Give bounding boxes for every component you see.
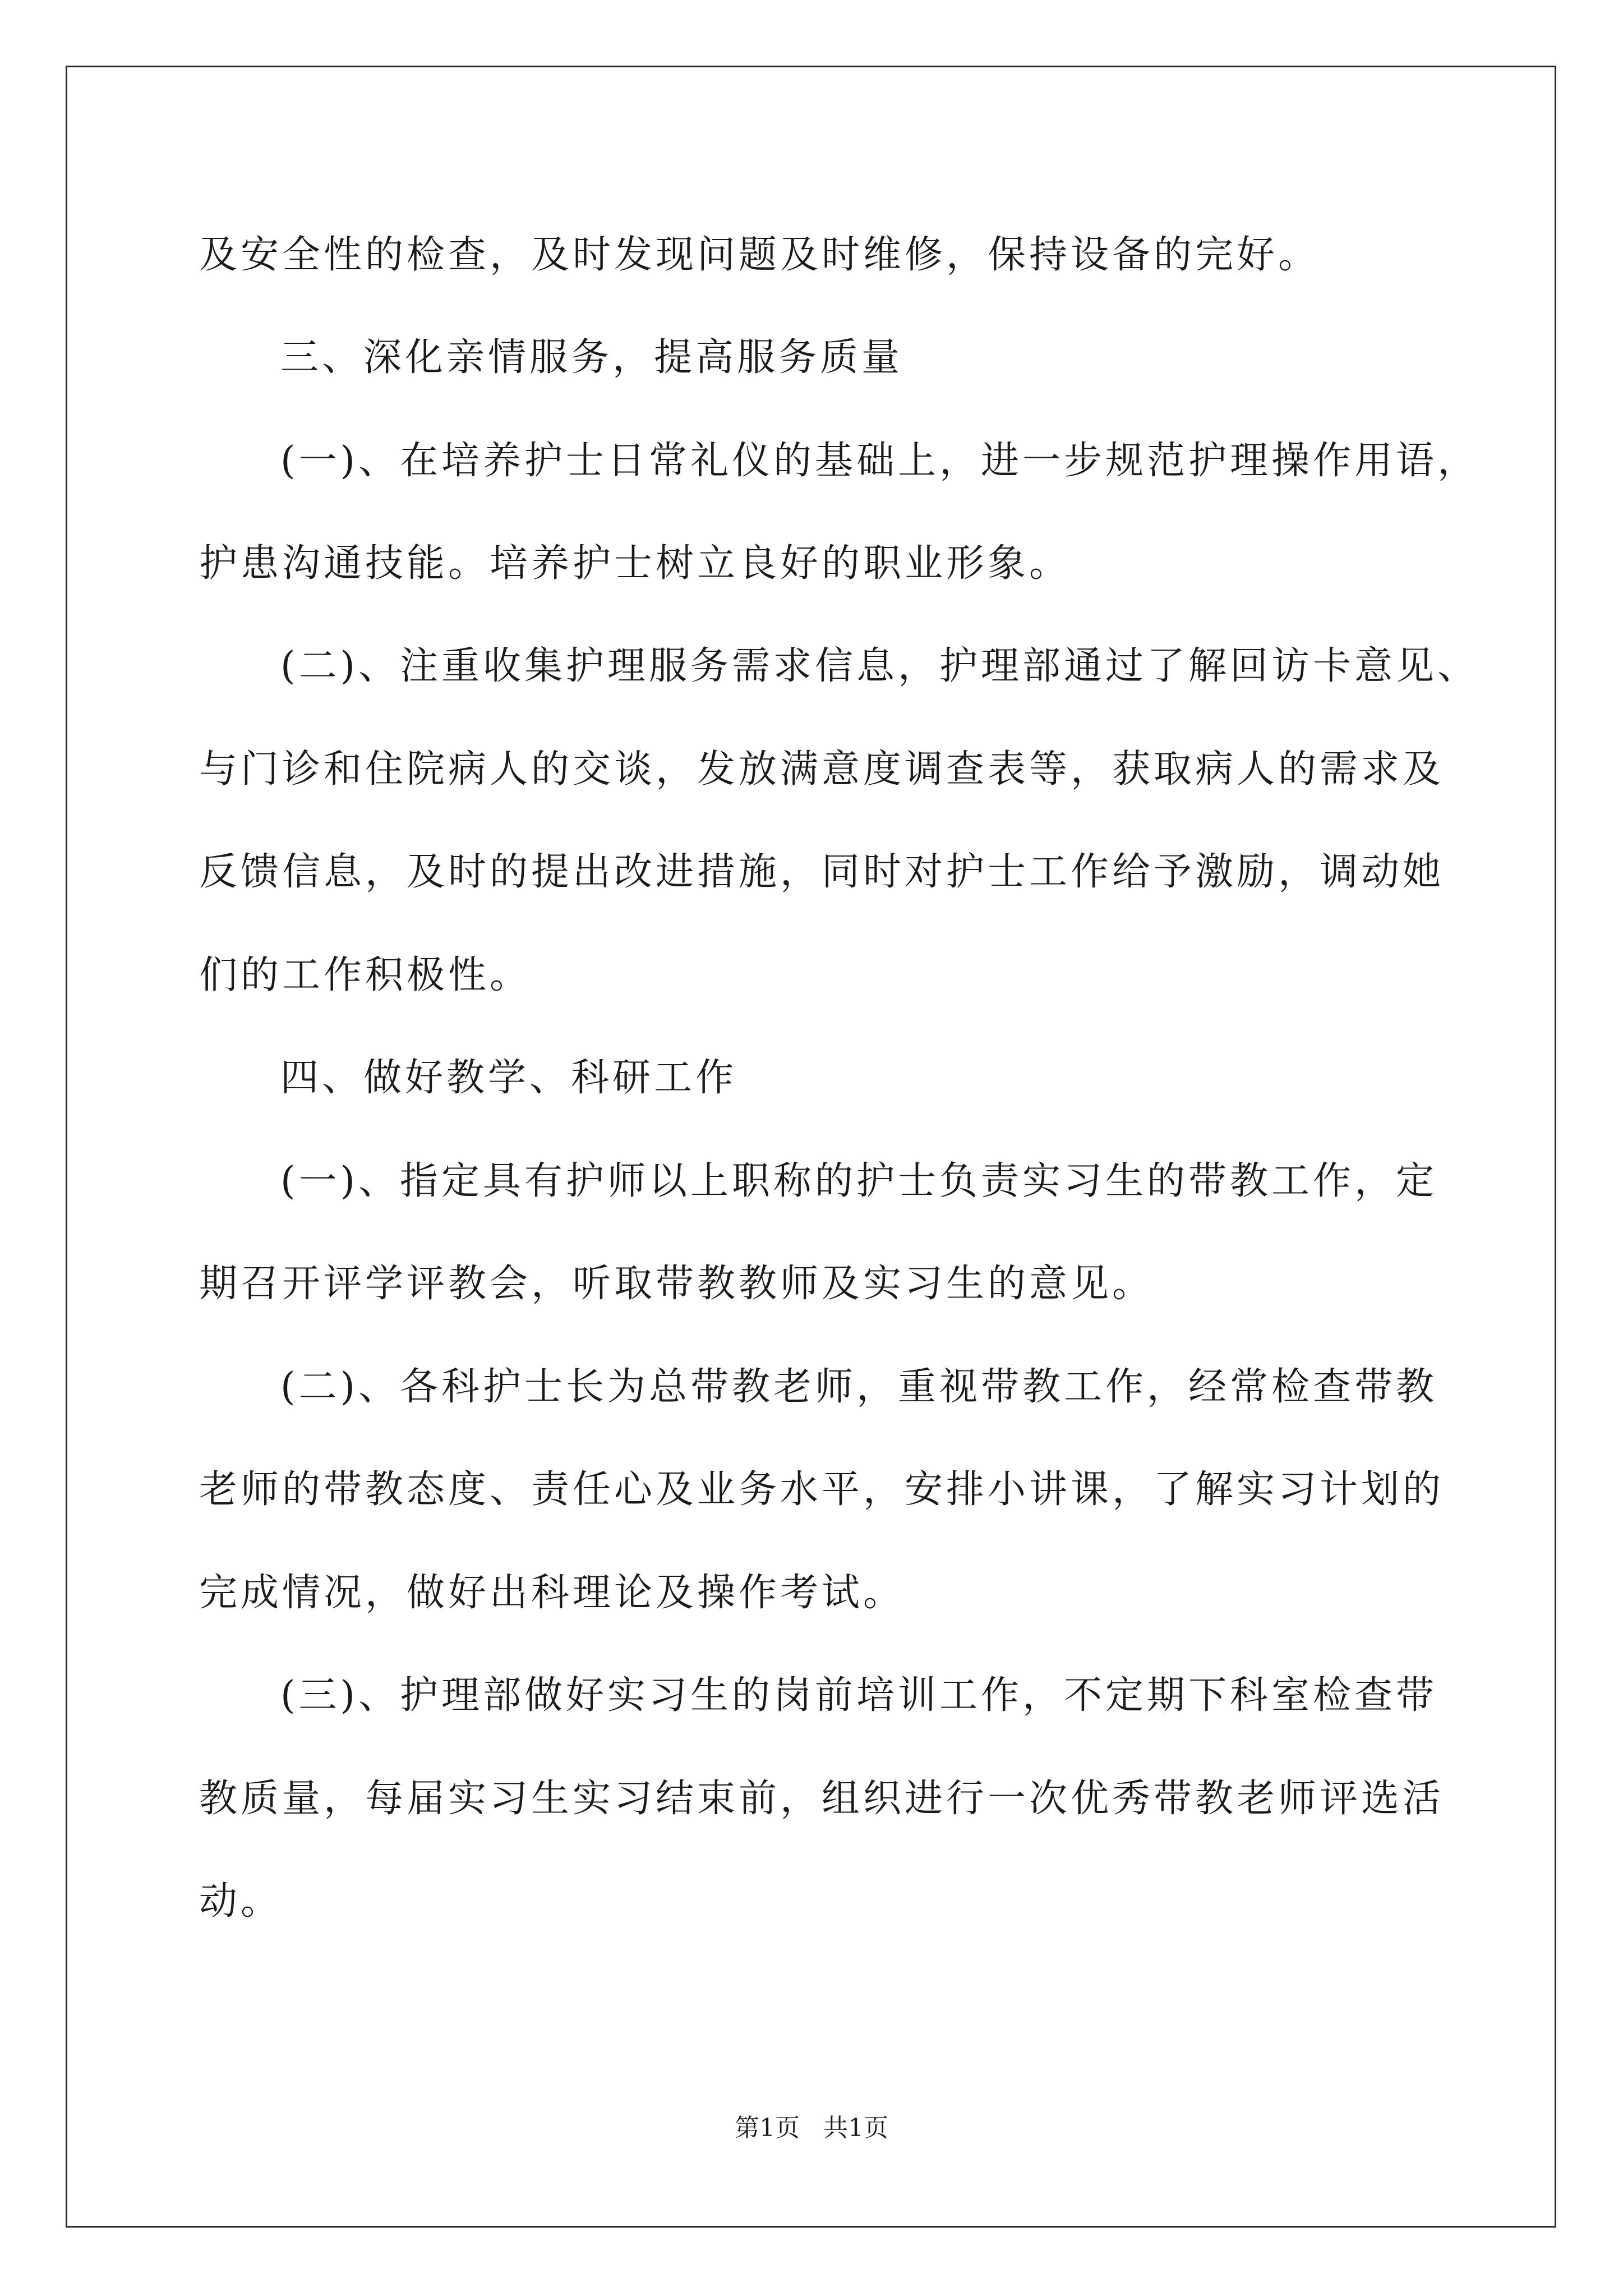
page-border [66,66,1556,2228]
text-line: 动。 [199,1879,283,1924]
section-heading: 三、深化亲情服务，提高服务质量 [280,335,903,380]
text-line: 完成情况，做好出科理论及操作考试。 [199,1571,905,1615]
text-line: 及安全性的检查，及时发现问题及时维修，保持设备的完好。 [199,233,1320,277]
text-line: (二)、注重收集护理服务需求信息，护理部通过了解回访卡意见、 [280,644,1479,688]
text-line: 反馈信息，及时的提出改进措施，同时对护士工作给予激励，调动她 [199,850,1445,894]
section-heading: 四、做好教学、科研工作 [280,1056,737,1100]
text-line: 教质量，每届实习生实习结束前，组织进行一次优秀带教老师评选活 [199,1777,1445,1821]
text-line: 期召开评学评教会，听取带教教师及实习生的意见。 [199,1262,1154,1306]
page-number-footer: 第1页 共1页 [735,2114,888,2142]
text-line: (三)、护理部做好实习生的岗前培训工作，不定期下科室检查带 [280,1673,1438,1718]
text-line: 们的工作积极性。 [199,953,532,997]
text-line: 老师的带教态度、责任心及业务水平，安排小讲课，了解实习计划的 [199,1467,1445,1512]
text-line: 与门诊和住院病人的交谈，发放满意度调查表等，获取病人的需求及 [199,747,1445,792]
text-line: (二)、各科护士长为总带教老师，重视带教工作，经常检查带教 [280,1365,1438,1409]
text-line: 护患沟通技能。培养护士树立良好的职业形象。 [199,541,1071,586]
text-line: (一)、指定具有护师以上职称的护士负责实习生的带教工作，定 [280,1159,1438,1203]
text-line: (一)、在培养护士日常礼仪的基础上，进一步规范护理操作用语， [280,439,1479,483]
